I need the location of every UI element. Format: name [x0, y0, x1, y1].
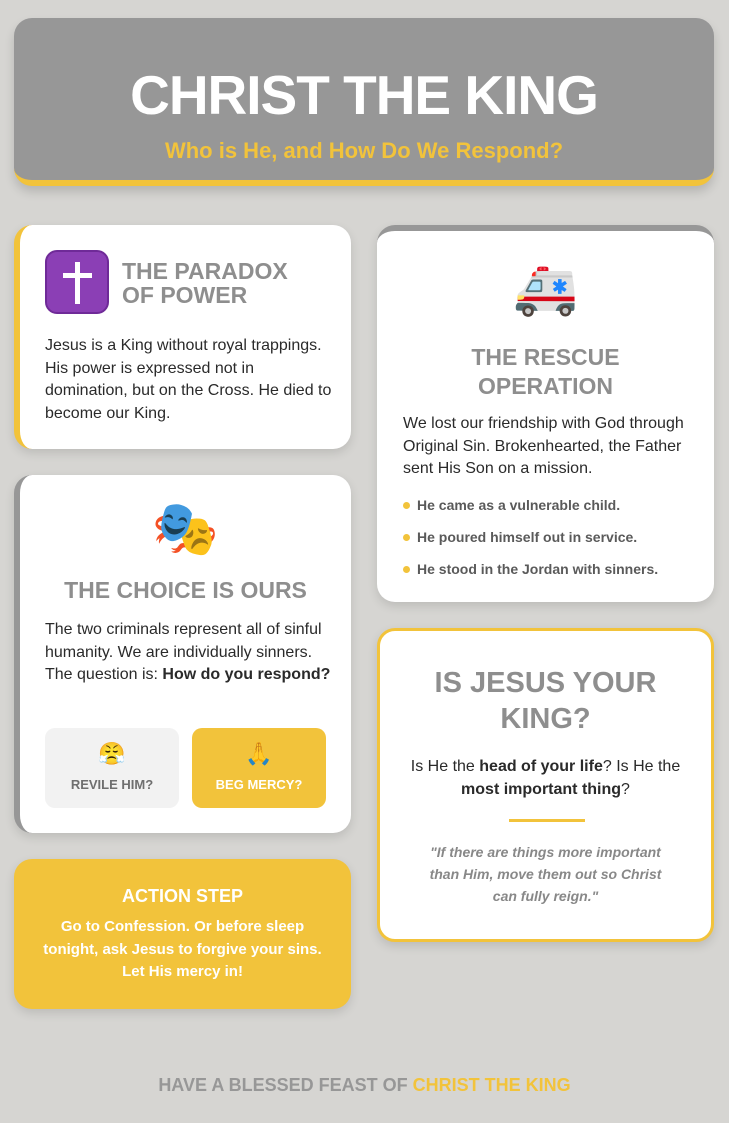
king-body: Is He the head of your life? Is He the most important thing? — [410, 758, 681, 798]
praying-hands-icon: 🙏 — [245, 741, 273, 766]
revile-label: REVILE HIM? — [70, 777, 154, 792]
choice-card — [14, 475, 351, 833]
list-item: He came as a vulnerable child. — [403, 495, 693, 527]
king-card — [377, 628, 714, 942]
beg-mercy-button[interactable] — [192, 728, 326, 808]
choice-body: The two criminals represent all of sinful humanity. We are individually sinners. The question is: How do you respond? — [45, 621, 331, 683]
king-heading: IS JESUS YOUR KING? — [434, 667, 657, 735]
ambulance-icon: 🚑 — [513, 260, 578, 318]
angry-face-icon: 😤 — [98, 741, 126, 766]
action-heading: ACTION STEP — [121, 886, 243, 906]
action-step-card — [14, 859, 351, 1009]
rescue-bullet-list — [403, 495, 693, 591]
bullet-dot-icon — [403, 534, 410, 541]
header-banner — [14, 18, 714, 186]
list-item: He stood in the Jordan with sinners. — [403, 559, 693, 591]
bullet-dot-icon — [403, 566, 410, 573]
beg-mercy-label: BEG MERCY? — [215, 777, 303, 792]
bullet-dot-icon — [403, 502, 410, 509]
divider — [509, 819, 585, 822]
revile-him-button[interactable] — [45, 728, 179, 808]
latin-cross-icon — [45, 250, 109, 314]
footer-message: HAVE A BLESSED FEAST OF CHRIST THE KING — [158, 1075, 571, 1095]
list-item: He poured himself out in service. — [403, 527, 693, 559]
action-body: Go to Confession. Or before sleep tonight, ask Jesus to forgive your sins. Let His mercy in! — [43, 918, 322, 980]
page-subtitle: Who is He, and How Do We Respond? — [164, 138, 564, 163]
rescue-heading: THE RESCUE OPERATION — [471, 344, 620, 399]
paradox-body: Jesus is a King without royal trappings. His power is expressed not in domination, but on the Cross. He died to become our King. — [45, 337, 332, 422]
page-title: CHRIST THE KING — [130, 64, 598, 126]
choice-heading: THE CHOICE IS OURS — [64, 577, 307, 603]
rescue-card — [377, 225, 714, 602]
theater-masks-icon: 🎭 — [151, 499, 220, 559]
paradox-card — [14, 225, 351, 449]
paradox-heading: THE PARADOX OF POWER — [122, 258, 288, 308]
king-quote: "If there are things more important than Him, move them out so Christ can fully reign." — [429, 844, 662, 904]
rescue-body: We lost our friendship with God through Original Sin. Brokenhearted, the Father sent His Son on a mission. — [403, 415, 684, 477]
